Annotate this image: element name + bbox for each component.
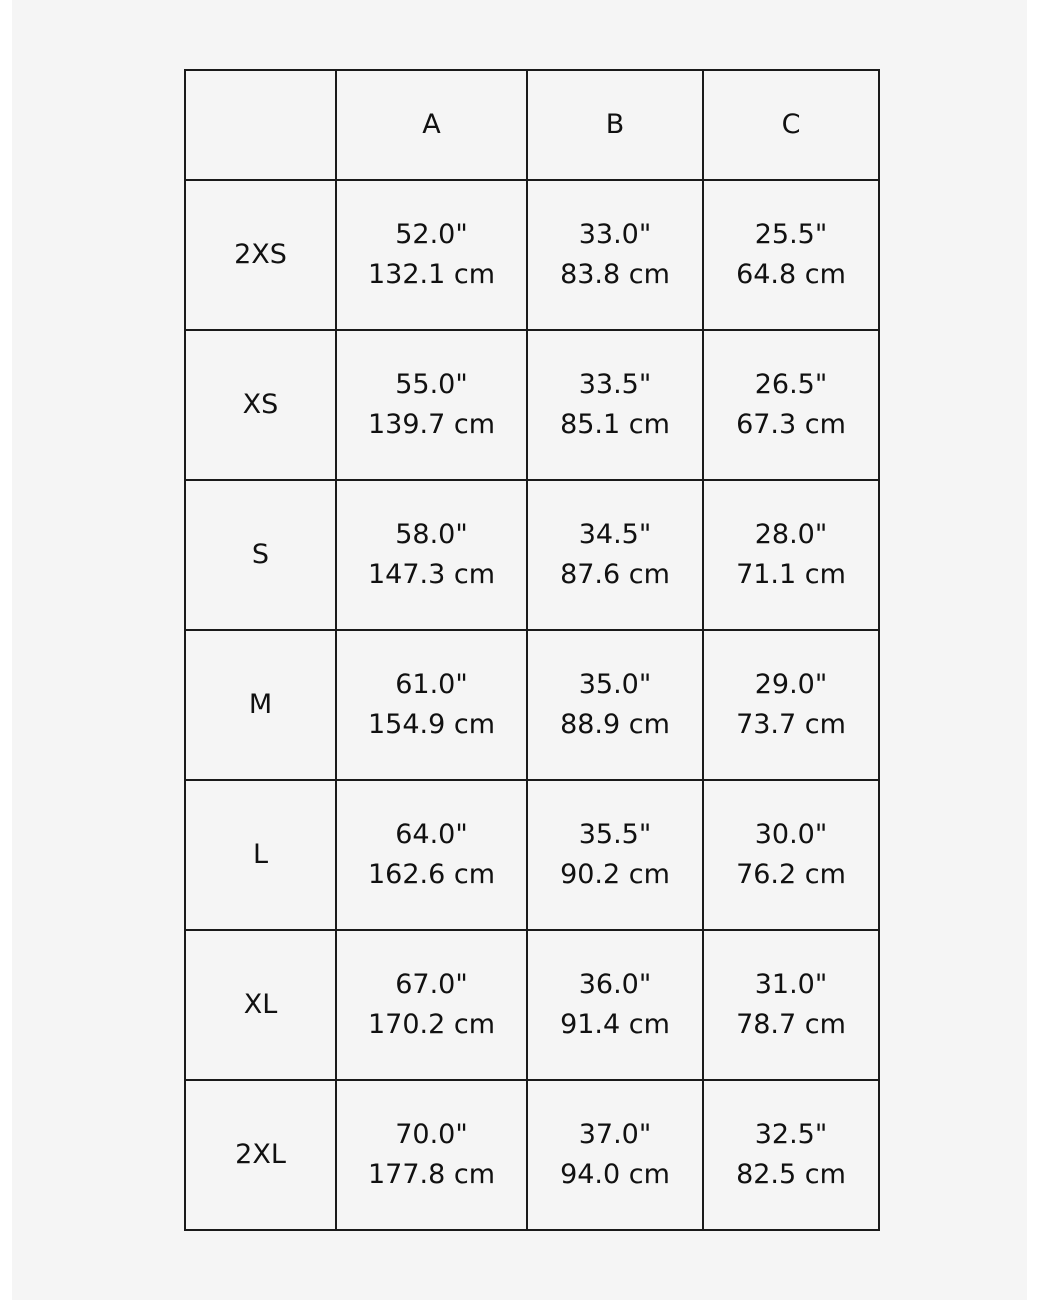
measurement-cell [527,1080,703,1230]
measurement-cell [703,780,879,930]
centimeters-value: 90.2 cm [560,859,670,890]
column-header: C [703,70,879,180]
centimeters-value: 83.8 cm [560,259,670,290]
inches-value: 30.0" [754,819,828,850]
centimeters-value: 91.4 cm [560,1009,670,1040]
inches-value: 31.0" [754,969,828,1000]
table-row [185,630,879,780]
size-chart-table [184,69,880,1231]
inches-value: 70.0" [395,1119,468,1150]
table-row [185,180,879,330]
measurement-cell [527,480,703,630]
measurement-cell [336,780,527,930]
inches-value: 29.0" [754,669,828,700]
corner-cell [185,70,336,180]
centimeters-value: 85.1 cm [560,409,670,440]
column-header: B [527,70,703,180]
measurement-cell [703,480,879,630]
inches-value: 25.5" [754,219,828,250]
inches-value: 35.0" [578,669,652,700]
measurement-cell [527,630,703,780]
inches-value: 36.0" [578,969,652,1000]
size-label: 2XL [185,1080,336,1230]
centimeters-value: 94.0 cm [560,1159,670,1190]
centimeters-value: 78.7 cm [736,1009,846,1040]
measurement-cell [703,330,879,480]
inches-value: 35.5" [578,819,652,850]
centimeters-value: 76.2 cm [736,859,846,890]
measurement-cell [527,180,703,330]
table-row [185,1080,879,1230]
centimeters-value: 177.8 cm [367,1159,496,1190]
header-row [185,70,879,180]
table-row [185,480,879,630]
page-panel [12,0,1027,1300]
measurement-cell [336,630,527,780]
size-label: XL [185,930,336,1080]
centimeters-value: 87.6 cm [560,559,670,590]
inches-value: 33.0" [578,219,652,250]
inches-value: 64.0" [395,819,468,850]
measurement-cell [703,930,879,1080]
inches-value: 61.0" [395,669,468,700]
centimeters-value: 73.7 cm [736,709,846,740]
inches-value: 58.0" [395,519,468,550]
centimeters-value: 139.7 cm [367,409,496,440]
measurement-cell [703,630,879,780]
size-label: M [185,630,336,780]
measurement-cell [527,330,703,480]
centimeters-value: 162.6 cm [367,859,496,890]
table-row [185,330,879,480]
centimeters-value: 71.1 cm [736,559,846,590]
centimeters-value: 132.1 cm [367,259,496,290]
inches-value: 33.5" [578,369,652,400]
inches-value: 67.0" [395,969,468,1000]
measurement-cell [336,180,527,330]
measurement-cell [527,780,703,930]
inches-value: 52.0" [395,219,468,250]
measurement-cell [336,480,527,630]
table-row [185,780,879,930]
centimeters-value: 88.9 cm [560,709,670,740]
measurement-cell [527,930,703,1080]
centimeters-value: 154.9 cm [367,709,496,740]
measurement-cell [703,180,879,330]
table-row [185,930,879,1080]
centimeters-value: 147.3 cm [367,559,496,590]
column-header: A [336,70,527,180]
inches-value: 34.5" [578,519,652,550]
centimeters-value: 64.8 cm [736,259,846,290]
inches-value: 26.5" [754,369,828,400]
inches-value: 37.0" [578,1119,652,1150]
size-label: XS [185,330,336,480]
measurement-cell [336,1080,527,1230]
centimeters-value: 67.3 cm [736,409,846,440]
measurement-cell [336,930,527,1080]
measurement-cell [703,1080,879,1230]
inches-value: 32.5" [754,1119,828,1150]
inches-value: 28.0" [754,519,828,550]
size-label: 2XS [185,180,336,330]
size-label: L [185,780,336,930]
measurement-cell [336,330,527,480]
centimeters-value: 82.5 cm [736,1159,846,1190]
size-label: S [185,480,336,630]
inches-value: 55.0" [395,369,468,400]
centimeters-value: 170.2 cm [367,1009,496,1040]
